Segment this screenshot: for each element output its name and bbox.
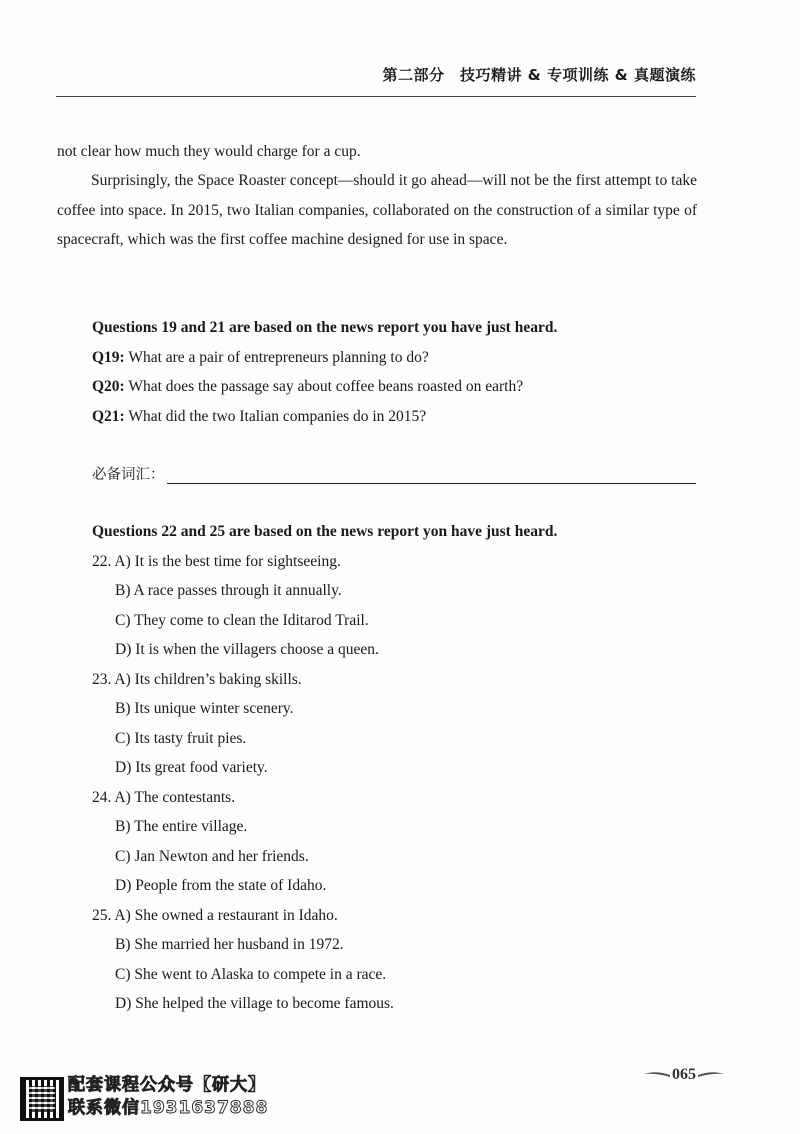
question-label: Q19:: [92, 348, 125, 366]
passage-line-1: not clear how much they would charge for a cup.: [57, 143, 361, 160]
vocab-label: 必备词汇：: [92, 467, 165, 483]
question-q21: [92, 402, 557, 432]
option-22-d: D) It is when the villagers choose a queen.: [115, 641, 379, 658]
page-header: 第二部分 技巧精讲 & 专项训练 & 真题演练: [382, 66, 696, 84]
footer-watermark: [68, 1074, 268, 1120]
option-24-c: C) Jan Newton and her friends.: [115, 847, 309, 865]
vocab-blank: [167, 465, 697, 484]
option-text: A) She owned a restaurant in Idaho.: [114, 906, 338, 924]
question-label: Q20:: [92, 378, 125, 395]
page-number-text: 065: [672, 1066, 696, 1083]
option-text: A) It is the best time for sightseeing.: [114, 552, 341, 570]
question-q19: [92, 343, 557, 373]
option-23-a: [92, 665, 557, 695]
option-22-b: B) A race passes through it annually.: [115, 582, 342, 599]
question-22: [92, 547, 557, 665]
option-23-c: C) Its tasty fruit pies.: [115, 729, 247, 747]
question-25: [92, 901, 557, 1019]
question-number: 24.: [92, 788, 112, 806]
section-2-title: Questions 22 and 25 are based on the news report yon have just heard.: [92, 523, 558, 540]
question-text: What does the passage say about coffee beans roasted on earth?: [124, 378, 524, 395]
watermark-line-1: 配套课程公众号【研大】: [68, 1075, 266, 1095]
option-24-d: D) People from the state of Idaho.: [115, 877, 327, 894]
question-label: Q21:: [92, 407, 125, 425]
option-24-b: B) The entire village.: [115, 818, 248, 835]
option-22-c: C) They come to clean the Iditarod Trail.: [115, 611, 369, 629]
qr-code-icon: [20, 1077, 64, 1121]
question-text: What did the two Italian companies do in 2015?: [124, 407, 427, 425]
option-text: A) The contestants.: [114, 788, 236, 806]
option-23-b: B) Its unique winter scenery.: [115, 700, 294, 717]
watermark-line-2: 联系微信1931637888: [68, 1098, 269, 1118]
wing-right-icon: [698, 1070, 724, 1080]
passage-paragraph-2: Surprisingly, the Space Roaster concept—should it go ahead—will not be the first attempt to take coffee into space. In 2015, two Italian companies, collaborated on the construction of a similar type of spacecraft, which was the first coffee machine designed for use in space.: [57, 172, 697, 248]
question-23: [92, 665, 557, 783]
vocab-line: [92, 463, 696, 484]
section-1-title: Questions 19 and 21 are based on the news report you have just heard.: [92, 319, 558, 336]
question-number: 25.: [92, 906, 112, 924]
option-25-d: D) She helped the village to become famous.: [115, 995, 394, 1012]
question-number: 23.: [92, 670, 112, 688]
option-25-b: B) She married her husband in 1972.: [115, 936, 344, 953]
question-text: What are a pair of entrepreneurs planning to do?: [124, 348, 429, 366]
option-23-d: D) Its great food variety.: [115, 759, 268, 776]
question-section-2: [92, 517, 557, 1019]
question-section-1: [92, 313, 557, 431]
page-number: [644, 1066, 724, 1084]
question-q20: [92, 372, 557, 402]
option-22-a: [92, 547, 557, 577]
option-25-c: C) She went to Alaska to compete in a race.: [115, 965, 387, 983]
option-25-a: [92, 901, 557, 931]
header-rule: [56, 96, 696, 97]
question-24: [92, 783, 557, 901]
wing-left-icon: [644, 1070, 670, 1080]
option-text: A) Its children’s baking skills.: [114, 670, 302, 688]
question-number: 22.: [92, 552, 112, 570]
option-24-a: [92, 783, 557, 813]
